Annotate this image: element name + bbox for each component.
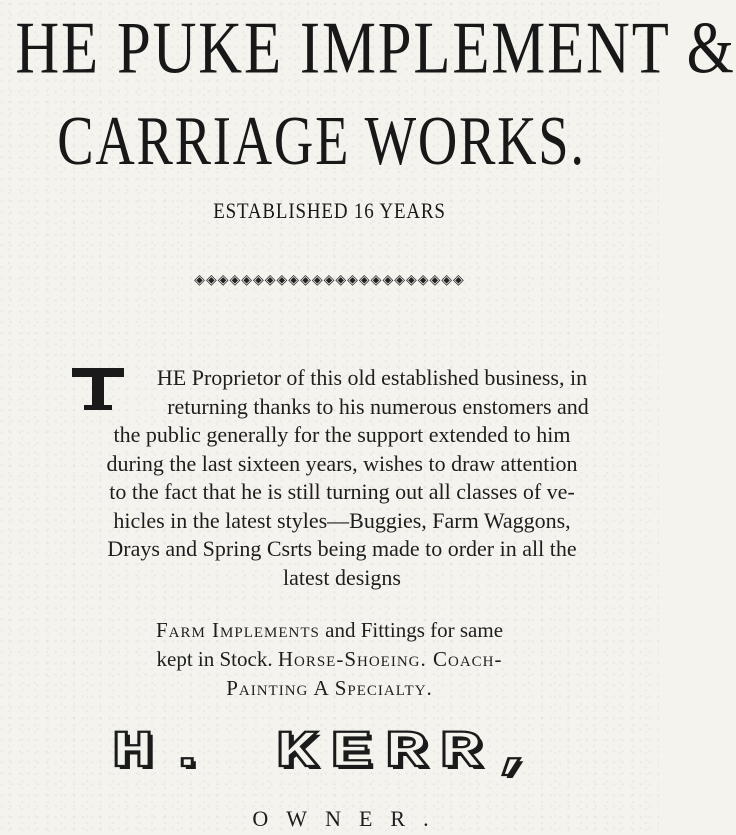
body-line: the public generally for the support extended to him xyxy=(113,422,571,447)
owner-name: H. KERR, xyxy=(111,723,549,783)
body-line: Drays and Spring Csrts being made to order in all the xyxy=(107,536,577,561)
farm-implements-label: Farm Implements xyxy=(155,618,320,642)
stock-line-2: kept in Stock. Horse-Shoeing. Coach- xyxy=(156,647,503,671)
advert-body xyxy=(72,364,612,592)
ornamental-rule: ◈◈◈◈◈◈◈◈◈◈◈◈◈◈◈◈◈◈◈◈◈◈◈ xyxy=(194,272,465,288)
stock-line-1: Farm Implements and Fittings for same xyxy=(155,618,504,642)
owner-title: OWNER. xyxy=(252,806,447,831)
body-line: latest designs xyxy=(283,564,401,590)
body-line: to the fact that he is still turning out all classes of ve- xyxy=(109,479,575,504)
headline-line-2: CARRIAGE WORKS. xyxy=(57,103,586,180)
body-line: during the last sixteen years, wishes to draw attention xyxy=(106,450,578,476)
body-line: HE Proprietor of this old established business, in xyxy=(156,365,588,390)
body-line: hicles in the latest styles—Buggies, Farm Waggons, xyxy=(113,507,571,533)
stock-notice xyxy=(0,616,659,703)
established-subtitle: ESTABLISHED 16 YEARS xyxy=(213,198,446,223)
headline-line-1: HE PUKE IMPLEMENT & xyxy=(15,7,736,90)
stock-line-3: Painting A Specialty. xyxy=(226,676,433,700)
dropcap-t xyxy=(72,368,126,410)
body-line: returning thanks to his numerous enstomers and xyxy=(167,393,589,419)
